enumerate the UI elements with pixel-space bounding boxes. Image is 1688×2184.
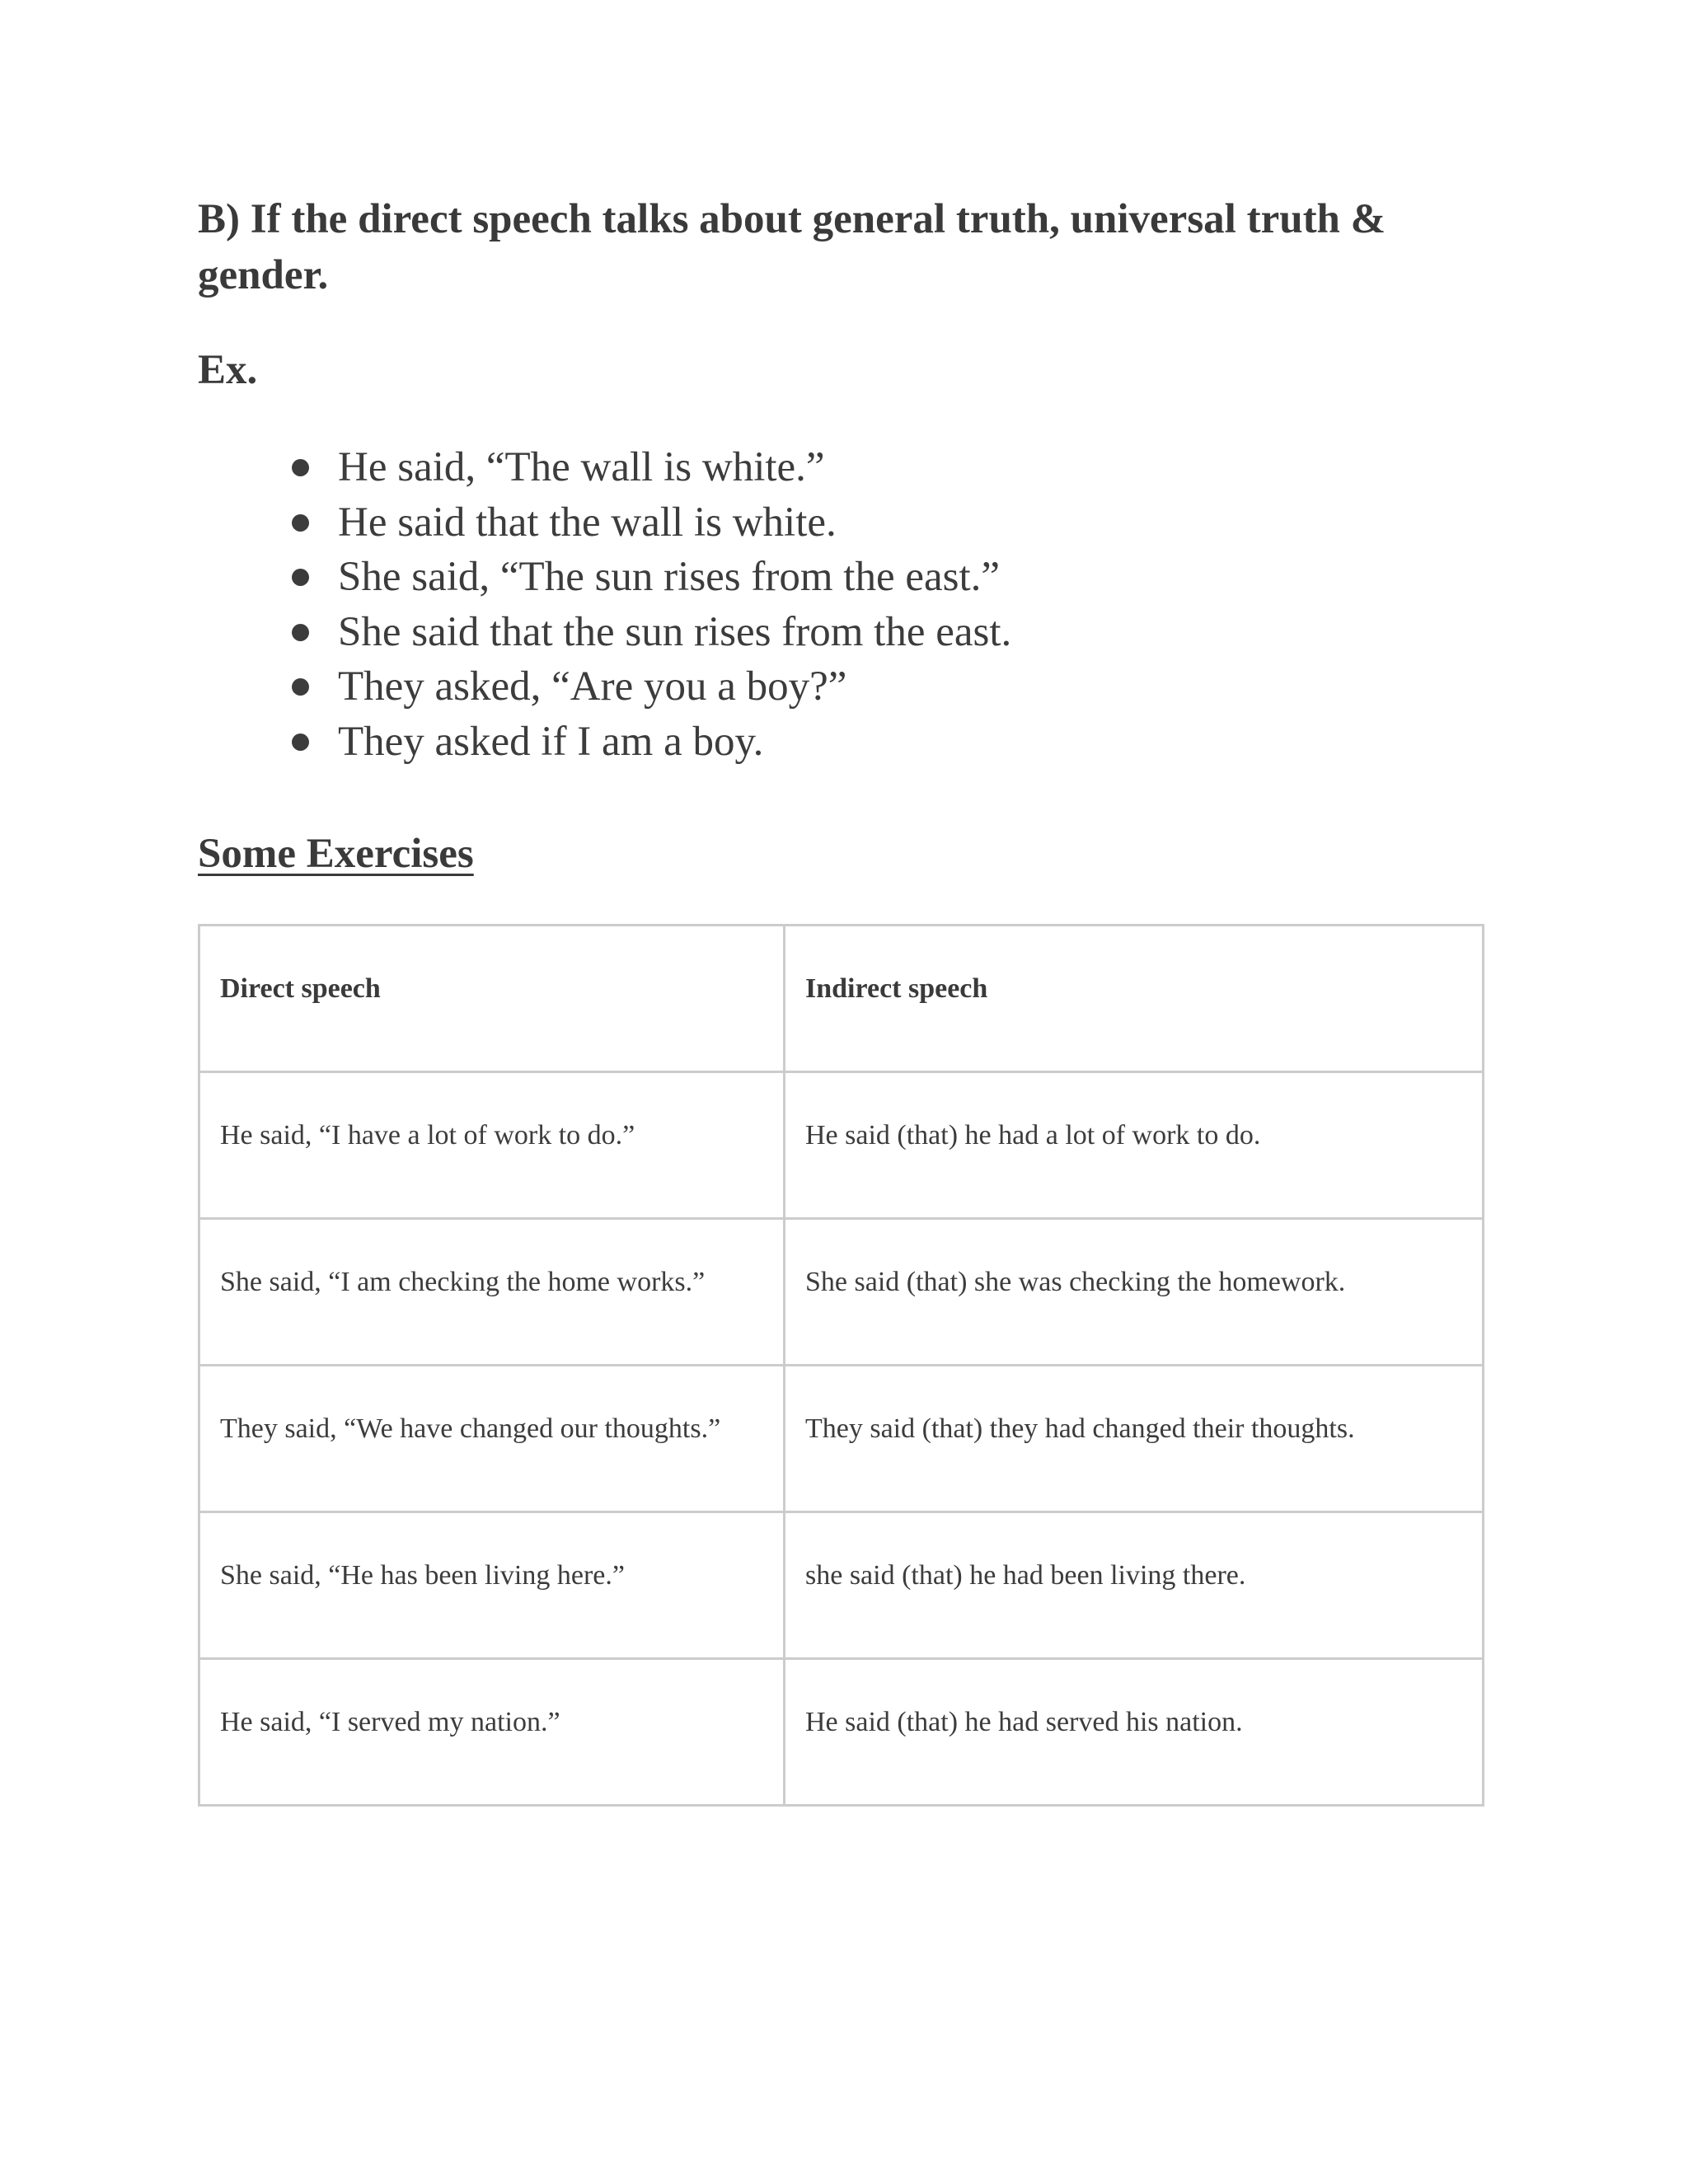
bullet-icon xyxy=(292,514,309,532)
table-row xyxy=(199,1072,1484,1219)
bullet-icon xyxy=(292,569,309,586)
indirect-speech-cell: She said (that) she was checking the homework. xyxy=(785,1219,1484,1366)
example-text: They asked if I am a boy. xyxy=(338,718,764,765)
example-item xyxy=(288,550,1011,605)
table-row xyxy=(199,1219,1484,1366)
example-item xyxy=(288,605,1011,660)
example-item xyxy=(288,715,1011,770)
exercise-table xyxy=(198,924,1484,1807)
exercises-title: Some Exercises xyxy=(198,831,474,877)
bullet-icon xyxy=(292,459,309,476)
bullet-icon xyxy=(292,678,309,696)
indirect-speech-cell: They said (that) they had changed their thoughts. xyxy=(785,1366,1484,1512)
example-item xyxy=(288,659,1011,715)
direct-speech-cell: He said, “I served my nation.” xyxy=(199,1659,785,1806)
example-text: He said that the wall is white. xyxy=(338,499,837,546)
table-header-row xyxy=(199,926,1484,1072)
indirect-speech-cell: she said (that) he had been living there. xyxy=(785,1512,1484,1659)
section-heading: B) If the direct speech talks about general truth, universal truth & gender. xyxy=(198,196,1386,298)
bullet-icon xyxy=(292,624,309,641)
column-header-direct: Direct speech xyxy=(199,926,785,1072)
direct-speech-cell: They said, “We have changed our thoughts.” xyxy=(199,1366,785,1512)
table-row xyxy=(199,1512,1484,1659)
example-text: She said, “The sun rises from the east.” xyxy=(338,554,1001,600)
indirect-speech-cell: He said (that) he had served his nation. xyxy=(785,1659,1484,1806)
table-row xyxy=(199,1366,1484,1512)
direct-speech-cell: She said, “I am checking the home works.” xyxy=(199,1219,785,1366)
example-text: He said, “The wall is white.” xyxy=(338,444,825,490)
column-header-indirect: Indirect speech xyxy=(785,926,1484,1072)
direct-speech-cell: She said, “He has been living here.” xyxy=(199,1512,785,1659)
direct-speech-cell: He said, “I have a lot of work to do.” xyxy=(199,1072,785,1219)
table-row xyxy=(199,1659,1484,1806)
example-label: Ex. xyxy=(198,347,258,393)
bullet-icon xyxy=(292,733,309,751)
example-list xyxy=(288,440,1011,769)
example-text: She said that the sun rises from the east. xyxy=(338,608,1012,655)
indirect-speech-cell: He said (that) he had a lot of work to do. xyxy=(785,1072,1484,1219)
example-item xyxy=(288,495,1011,551)
example-text: They asked, “Are you a boy?” xyxy=(338,663,847,710)
example-item xyxy=(288,440,1011,495)
